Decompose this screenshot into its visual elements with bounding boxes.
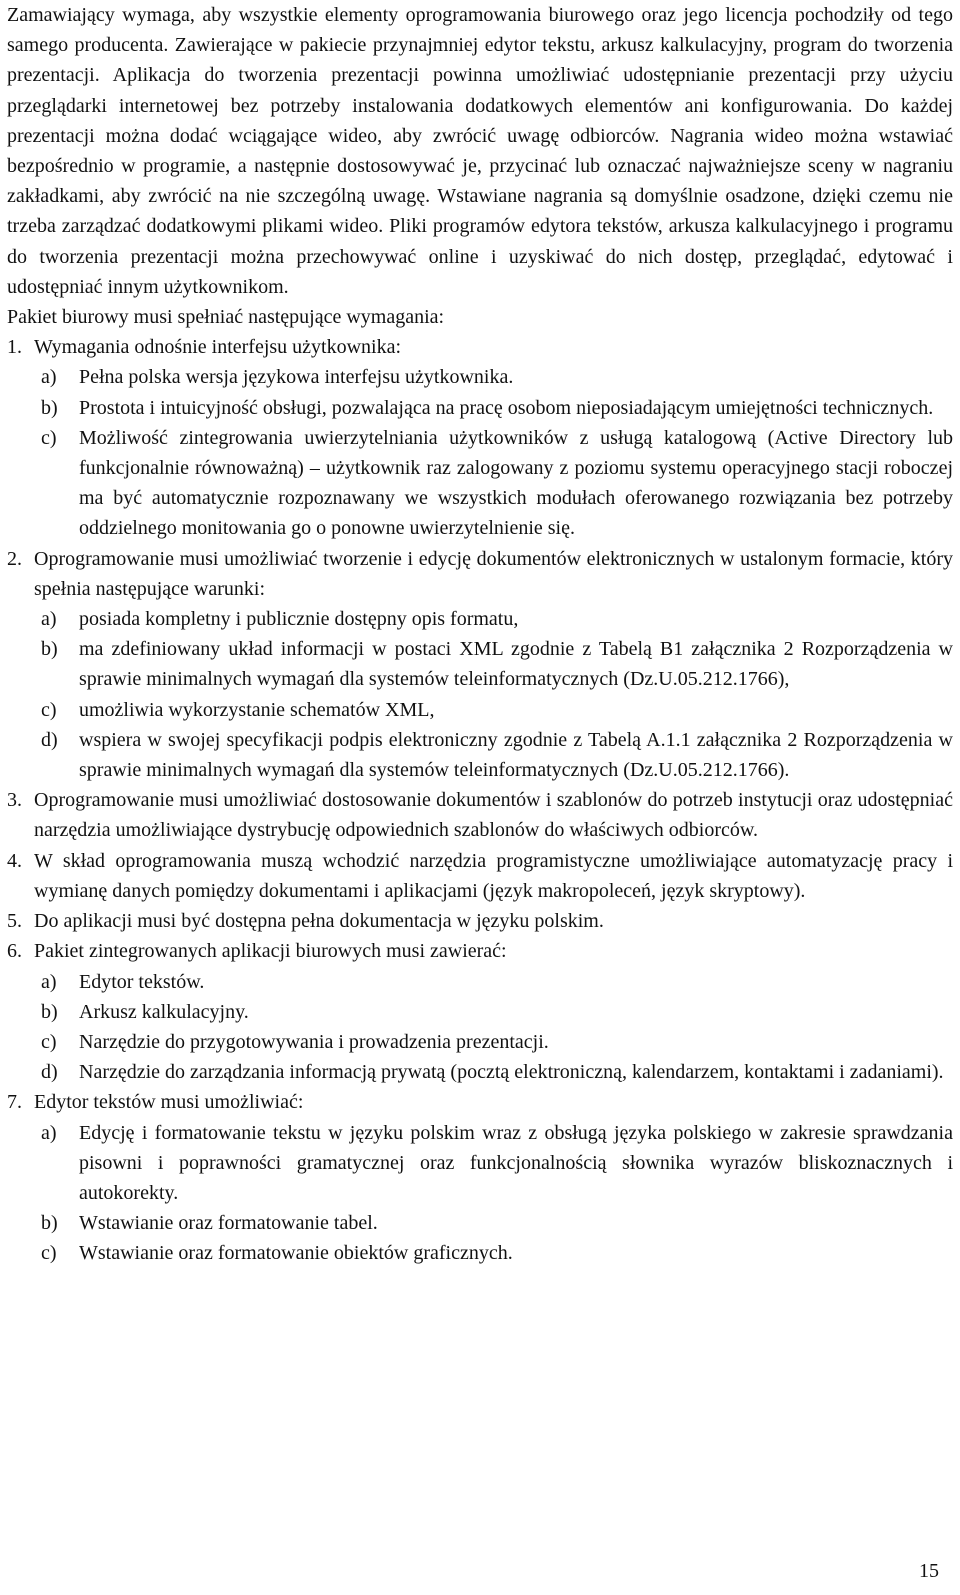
list-item-text: W skład oprogramowania muszą wchodzić narzędzia programistyczne umożliwiające automatyzację pracy i wymianę danych pomiędzy dokumentami i aplikacjami (język makropoleceń, język skryptowy).: [34, 849, 953, 902]
list-item-number: 3.: [7, 789, 22, 812]
sub-item-letter: d): [41, 728, 58, 751]
sub-item: [7, 1057, 953, 1087]
sub-item-letter: c): [41, 426, 57, 449]
sub-item: [7, 725, 953, 785]
sub-item-letter: b): [41, 1212, 58, 1235]
sub-item-text: Arkusz kalkulacyjny.: [79, 1000, 249, 1023]
sub-item: [7, 695, 953, 725]
sub-item: [7, 393, 953, 423]
sub-item-letter: b): [41, 638, 58, 661]
requirements-list: [7, 332, 953, 1268]
list-item-text: Pakiet zintegrowanych aplikacji biurowych musi zawierać:: [34, 940, 507, 963]
list-item: [7, 846, 953, 906]
sub-item-letter: c): [41, 1030, 57, 1053]
list-item-text: Wymagania odnośnie interfejsu użytkownika:: [34, 336, 402, 359]
intro-paragraph: Zamawiający wymaga, aby wszystkie elementy oprogramowania biurowego oraz jego licencja pochodziły od tego samego producenta. Zawierające w pakiecie przynajmniej edytor tekstu, arkusz kalkulacyjny, program do tworzenia prezentacji. Aplikacja do tworzenia prezentacji powinna umożliwiać udostępnianie prezentacji przy użyciu przeglądarki internetowej bez potrzeby instalowania dodatkowych elementów ani konfigurowania. Do każdej prezentacji można dodać wciągające wideo, aby zwrócić uwagę odbiorców. Nagrania wideo można wstawiać bezpośrednio w programie, a następnie dostosowywać je, przycinać lub oznaczać najważniejsze sceny w nagraniu zakładkami, aby zwrócić na nie szczególną uwagę. Wstawiane nagrania są domyślnie osadzone, dzięki czemu nie trzeba zarządzać dodatkowymi plikami wideo. Pliki programów edytora tekstów, arkusza kalkulacyjnego i programu do tworzenia prezentacji można przechowywać online i uzyskiwać do nich dostęp, przeglądać, edytować i udostępniać innym użytkownikom.: [7, 4, 953, 298]
list-item: [7, 906, 953, 936]
sub-item-text: Edytor tekstów.: [79, 970, 205, 993]
list-item: [7, 936, 953, 966]
sub-item-letter: d): [41, 1061, 58, 1084]
list-item-number: 5.: [7, 910, 22, 933]
sub-item-text: Narzędzie do przygotowywania i prowadzenia prezentacji.: [79, 1030, 549, 1053]
list-item-text: Edytor tekstów musi umożliwiać:: [34, 1091, 304, 1114]
sub-item-letter: c): [41, 1242, 57, 1265]
list-item-text: Oprogramowanie musi umożliwiać dostosowanie dokumentów i szablonów do potrzeb instytucji oraz udostępniać narzędzia umożliwiające dystrybucję odpowiednich szablonów do właściwych odbiorców.: [34, 789, 953, 842]
list-item-number: 7.: [7, 1091, 22, 1114]
sub-item-text: wspiera w swojej specyfikacji podpis elektroniczny zgodnie z Tabelą A.1.1 załącznika 2 Rozporządzenia w sprawie minimalnych wymagań dla systemów teleinformatycznych (Dz.U.05.212.1766).: [79, 728, 953, 782]
sub-item-text: Narzędzie do zarządzania informacją prywatą (pocztą elektroniczną, kalendarzem, kontaktami i zadaniami).: [79, 1061, 944, 1084]
list-item-number: 6.: [7, 940, 22, 963]
list-item-text: Oprogramowanie musi umożliwiać tworzenie i edycję dokumentów elektronicznych w ustalonym formacie, który spełnia następujące warunki:: [34, 547, 953, 600]
sub-item: [7, 1208, 953, 1238]
sub-item-letter: b): [41, 1000, 58, 1023]
page-number: 15: [919, 1560, 939, 1582]
sub-item: [7, 423, 953, 544]
sub-item: [7, 997, 953, 1027]
sub-item: [7, 1027, 953, 1057]
sub-item-text: ma zdefiniowany układ informacji w postaci XML zgodnie z Tabelą B1 załącznika 2 Rozporządzenia w sprawie minimalnych wymagań dla systemów teleinformatycznych (Dz.U.05.212.1766),: [79, 638, 953, 691]
sub-item-letter: a): [41, 608, 57, 631]
sub-item-letter: c): [41, 698, 57, 721]
sub-item-text: umożliwia wykorzystanie schematów XML,: [79, 698, 435, 721]
list-item-number: 1.: [7, 336, 22, 359]
list-item-number: 2.: [7, 547, 22, 570]
sub-item-letter: a): [41, 970, 57, 993]
sub-item: [7, 1118, 953, 1209]
sub-item-text: Możliwość zintegrowania uwierzytelniania użytkowników z usługą katalogową (Active Directory lub funkcjonalnie równoważną) – użytkownik raz zalogowany z poziomu systemu operacyjnego stacji roboczej ma być automatycznie rozpoznawany we wszystkich modułach oferowanego rozwiązania bez potrzeby oddzielnego monitowania go o ponowne uwierzytelnienie się.: [79, 426, 953, 540]
sub-item: [7, 967, 953, 997]
list-item-number: 4.: [7, 849, 22, 872]
sub-item-text: Prostota i intuicyjność obsługi, pozwalająca na pracę osobom nieposiadającym umiejętności technicznych.: [79, 396, 934, 419]
requirements-lead: Pakiet biurowy musi spełniać następujące wymagania:: [7, 306, 445, 329]
list-item: [7, 544, 953, 604]
list-item: [7, 785, 953, 845]
sub-item-text: Wstawianie oraz formatowanie obiektów graficznych.: [79, 1242, 513, 1265]
sub-item-text: Edycję i formatowanie tekstu w języku polskim wraz z obsługą języka polskiego w zakresie sprawdzania pisowni i poprawności gramatycznej oraz funkcjonalnością słownika wyrazów bliskoznacznych i autokorekty.: [79, 1121, 953, 1204]
sub-item: [7, 1238, 953, 1268]
list-item: [7, 1087, 953, 1117]
sub-item-text: Pełna polska wersja językowa interfejsu użytkownika.: [79, 366, 514, 389]
document-page: [7, 0, 953, 1269]
list-item-text: Do aplikacji musi być dostępna pełna dokumentacja w języku polskim.: [34, 910, 604, 933]
sub-item-text: Wstawianie oraz formatowanie tabel.: [79, 1212, 378, 1235]
sub-item: [7, 604, 953, 634]
sub-item: [7, 634, 953, 694]
sub-item-letter: a): [41, 366, 57, 389]
list-item: [7, 332, 953, 362]
sub-item-letter: a): [41, 1121, 57, 1144]
sub-item: [7, 362, 953, 392]
sub-item-text: posiada kompletny i publicznie dostępny opis formatu,: [79, 608, 519, 631]
sub-item-letter: b): [41, 396, 58, 419]
